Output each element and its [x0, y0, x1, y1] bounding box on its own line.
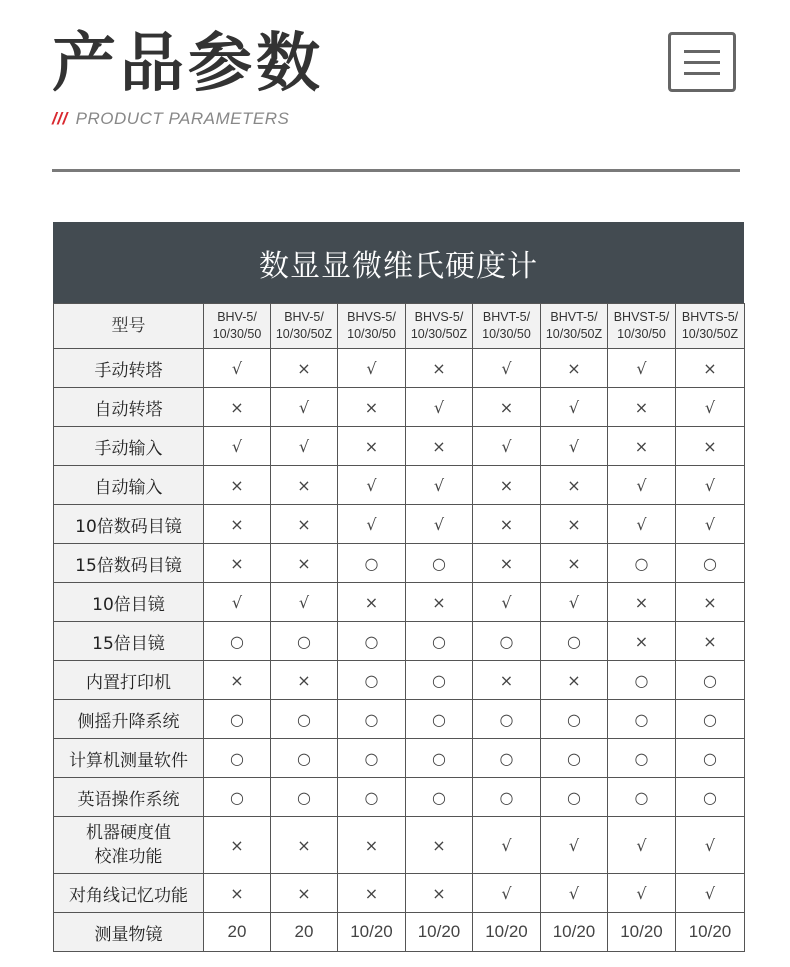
row-label: [54, 700, 204, 739]
table-cell: √: [541, 427, 608, 466]
row-label-line: 计算机测量软件: [69, 750, 188, 771]
table-cell: ○: [676, 661, 745, 700]
table-cell: √: [271, 388, 338, 427]
model-name-line: BHVS-5/: [347, 310, 396, 324]
table-cell: √: [608, 505, 676, 544]
table-cell: ×: [406, 427, 473, 466]
table-cell: √: [541, 817, 608, 874]
table-cell: √: [338, 349, 406, 388]
table-cell: ○: [473, 700, 541, 739]
table-cell: ○: [406, 622, 473, 661]
table-cell: ×: [204, 874, 271, 913]
table-cell: 10/20: [338, 913, 406, 952]
table-cell: √: [541, 874, 608, 913]
table-row: [54, 817, 745, 874]
subtitle-slashes: ///: [52, 109, 68, 128]
table-cell: 20: [204, 913, 271, 952]
row-label: [54, 778, 204, 817]
table-cell: √: [541, 388, 608, 427]
model-name-line: BHV-5/: [284, 310, 324, 324]
table-cell: ×: [338, 874, 406, 913]
row-label-line: 侧摇升降系统: [77, 711, 180, 732]
table-row: [54, 661, 745, 700]
model-name-line: 10/30/50Z: [545, 327, 603, 341]
table-row: [54, 466, 745, 505]
table-cell: √: [608, 817, 676, 874]
table-cell: √: [406, 466, 473, 505]
table-row: [54, 874, 745, 913]
table-row: [54, 388, 745, 427]
model-header-cell: [541, 304, 608, 349]
row-label: [54, 544, 204, 583]
model-name-line: BHV-5/: [217, 310, 257, 324]
model-header-cell: [676, 304, 745, 349]
row-label-line: 英语操作系统: [77, 789, 180, 810]
row-label: [54, 388, 204, 427]
table-cell: ×: [406, 349, 473, 388]
table-cell: ○: [608, 778, 676, 817]
table-cell: ○: [473, 739, 541, 778]
table-cell: ×: [204, 661, 271, 700]
model-header-cell: [406, 304, 473, 349]
row-label: [54, 466, 204, 505]
table-cell: ○: [204, 778, 271, 817]
table-cell: ○: [271, 778, 338, 817]
table-cell: 10/20: [473, 913, 541, 952]
row-label-line: 手动输入: [94, 438, 163, 459]
table-row: [54, 349, 745, 388]
spec-table: [53, 303, 745, 952]
table-cell: √: [271, 583, 338, 622]
table-title: 数显显微维氏硬度计: [53, 222, 744, 303]
table-cell: √: [473, 874, 541, 913]
table-cell: ×: [473, 544, 541, 583]
table-cell: ×: [473, 661, 541, 700]
table-cell: ○: [676, 544, 745, 583]
table-row: [54, 505, 745, 544]
row-label: [54, 661, 204, 700]
table-row: [54, 778, 745, 817]
row-label-line: 手动转塔: [94, 360, 163, 381]
table-cell: ○: [406, 700, 473, 739]
table-cell: ×: [676, 622, 745, 661]
table-row: [54, 544, 745, 583]
model-name-line: 10/30/50: [617, 327, 666, 341]
table-cell: ×: [204, 466, 271, 505]
table-cell: ×: [406, 874, 473, 913]
table-cell: ×: [338, 817, 406, 874]
table-cell: ○: [541, 778, 608, 817]
divider: [52, 169, 740, 172]
model-header-cell: [608, 304, 676, 349]
table-cell: ×: [338, 583, 406, 622]
table-cell: ×: [204, 544, 271, 583]
table-cell: ○: [406, 778, 473, 817]
table-row: [54, 913, 745, 952]
table-cell: ○: [406, 544, 473, 583]
model-header-cell: [204, 304, 271, 349]
table-cell: ○: [541, 739, 608, 778]
table-cell: √: [338, 466, 406, 505]
row-label-line: 校准功能: [94, 847, 163, 867]
table-cell: ○: [204, 622, 271, 661]
table-cell: ○: [676, 700, 745, 739]
table-cell: 10/20: [541, 913, 608, 952]
table-cell: ○: [608, 700, 676, 739]
table-cell: √: [608, 349, 676, 388]
table-cell: √: [204, 583, 271, 622]
table-cell: ×: [406, 583, 473, 622]
table-cell: 10/20: [676, 913, 745, 952]
table-cell: ○: [473, 622, 541, 661]
table-cell: ×: [271, 544, 338, 583]
table-row: [54, 700, 745, 739]
table-cell: √: [676, 388, 745, 427]
row-label: [54, 505, 204, 544]
row-label: [54, 622, 204, 661]
table-cell: √: [676, 817, 745, 874]
row-label-line: 15倍目镜: [92, 633, 165, 654]
row-label: [54, 817, 204, 874]
table-cell: ×: [406, 817, 473, 874]
table-cell: ×: [676, 349, 745, 388]
table-cell: ×: [541, 544, 608, 583]
row-label: [54, 874, 204, 913]
table-row: [54, 583, 745, 622]
table-cell: √: [204, 427, 271, 466]
row-label-line: 10倍数码目镜: [75, 516, 182, 537]
header-model-label: 型号: [54, 304, 204, 349]
model-name-line: 10/30/50Z: [410, 327, 468, 341]
table-cell: ○: [608, 544, 676, 583]
table-cell: ×: [608, 583, 676, 622]
table-cell: ×: [541, 505, 608, 544]
table-cell: √: [338, 505, 406, 544]
row-label: [54, 349, 204, 388]
table-cell: ×: [608, 427, 676, 466]
table-cell: ×: [271, 817, 338, 874]
table-cell: ×: [271, 874, 338, 913]
table-cell: ×: [271, 661, 338, 700]
row-label: [54, 739, 204, 778]
model-name-line: BHVS-5/: [414, 310, 464, 324]
table-cell: ○: [338, 661, 406, 700]
table-cell: ×: [541, 349, 608, 388]
table-cell: ○: [271, 622, 338, 661]
table-cell: ×: [204, 505, 271, 544]
table-cell: √: [473, 427, 541, 466]
table-cell: √: [608, 466, 676, 505]
table-cell: ×: [271, 349, 338, 388]
table-cell: ×: [271, 466, 338, 505]
row-label-line: 15倍数码目镜: [75, 555, 182, 576]
table-cell: ○: [608, 739, 676, 778]
table-cell: ○: [204, 739, 271, 778]
table-cell: ×: [271, 505, 338, 544]
table-cell: ○: [338, 622, 406, 661]
table-cell: 20: [271, 913, 338, 952]
table-cell: ○: [608, 661, 676, 700]
row-label-line: 测量物镜: [94, 924, 163, 944]
table-cell: √: [204, 349, 271, 388]
model-name-line: 10/30/50: [482, 327, 531, 341]
table-cell: ×: [338, 427, 406, 466]
row-label-line: 对角线记忆功能: [69, 885, 188, 906]
model-header-cell: [271, 304, 338, 349]
page-subtitle: [52, 108, 289, 130]
model-name-line: BHVST-5/: [613, 310, 670, 324]
row-label: [54, 427, 204, 466]
table-cell: ×: [473, 388, 541, 427]
table-cell: √: [676, 466, 745, 505]
table-cell: ×: [541, 661, 608, 700]
table-cell: √: [608, 874, 676, 913]
table-cell: ×: [204, 388, 271, 427]
model-name-line: BHVTS-5/: [681, 310, 739, 324]
row-label-line: 机器硬度值: [86, 823, 171, 843]
table-cell: ○: [204, 700, 271, 739]
table-cell: ○: [473, 778, 541, 817]
table-cell: 10/20: [608, 913, 676, 952]
table-cell: ×: [676, 427, 745, 466]
table-cell: √: [271, 427, 338, 466]
table-cell: ○: [338, 778, 406, 817]
table-cell: ○: [541, 700, 608, 739]
table-cell: √: [406, 505, 473, 544]
model-name-line: 10/30/50: [347, 327, 396, 341]
model-name-line: BHVT-5/: [482, 310, 531, 324]
row-label-line: 内置打印机: [86, 672, 171, 693]
table-cell: ×: [608, 388, 676, 427]
table-cell: ×: [608, 622, 676, 661]
menu-icon[interactable]: [668, 32, 736, 92]
row-label: [54, 583, 204, 622]
table-cell: √: [473, 349, 541, 388]
table-cell: √: [406, 388, 473, 427]
table-row: [54, 622, 745, 661]
table-cell: ×: [473, 466, 541, 505]
table-cell: ○: [406, 739, 473, 778]
table-cell: √: [676, 505, 745, 544]
table-cell: ○: [271, 739, 338, 778]
table-cell: ○: [338, 739, 406, 778]
table-cell: ×: [473, 505, 541, 544]
row-label-line: 自动转塔: [94, 399, 163, 420]
page-title: 产品参数: [52, 27, 324, 101]
table-cell: ○: [338, 544, 406, 583]
table-cell: √: [473, 583, 541, 622]
table-cell: 10/20: [406, 913, 473, 952]
subtitle-text: PRODUCT PARAMETERS: [75, 109, 290, 128]
row-label-line: 10倍目镜: [92, 594, 165, 615]
table-cell: ×: [204, 817, 271, 874]
table-cell: ○: [338, 700, 406, 739]
table-cell: ○: [676, 778, 745, 817]
table-cell: √: [541, 583, 608, 622]
table-cell: ○: [271, 700, 338, 739]
table-cell: ×: [541, 466, 608, 505]
table-cell: ×: [338, 388, 406, 427]
row-label-line: 自动输入: [94, 477, 163, 498]
table-cell: √: [676, 874, 745, 913]
row-label: [54, 913, 204, 952]
model-name-line: BHVT-5/: [550, 310, 598, 324]
table-cell: ○: [676, 739, 745, 778]
table-header-row: [54, 304, 745, 349]
table-cell: √: [473, 817, 541, 874]
model-header-cell: [338, 304, 406, 349]
table-row: [54, 739, 745, 778]
model-name-line: 10/30/50Z: [681, 327, 739, 341]
table-cell: ○: [406, 661, 473, 700]
model-name-line: 10/30/50Z: [275, 327, 333, 341]
table-row: [54, 427, 745, 466]
table-cell: ○: [541, 622, 608, 661]
table-cell: ×: [676, 583, 745, 622]
model-name-line: 10/30/50: [212, 327, 262, 341]
model-header-cell: [473, 304, 541, 349]
